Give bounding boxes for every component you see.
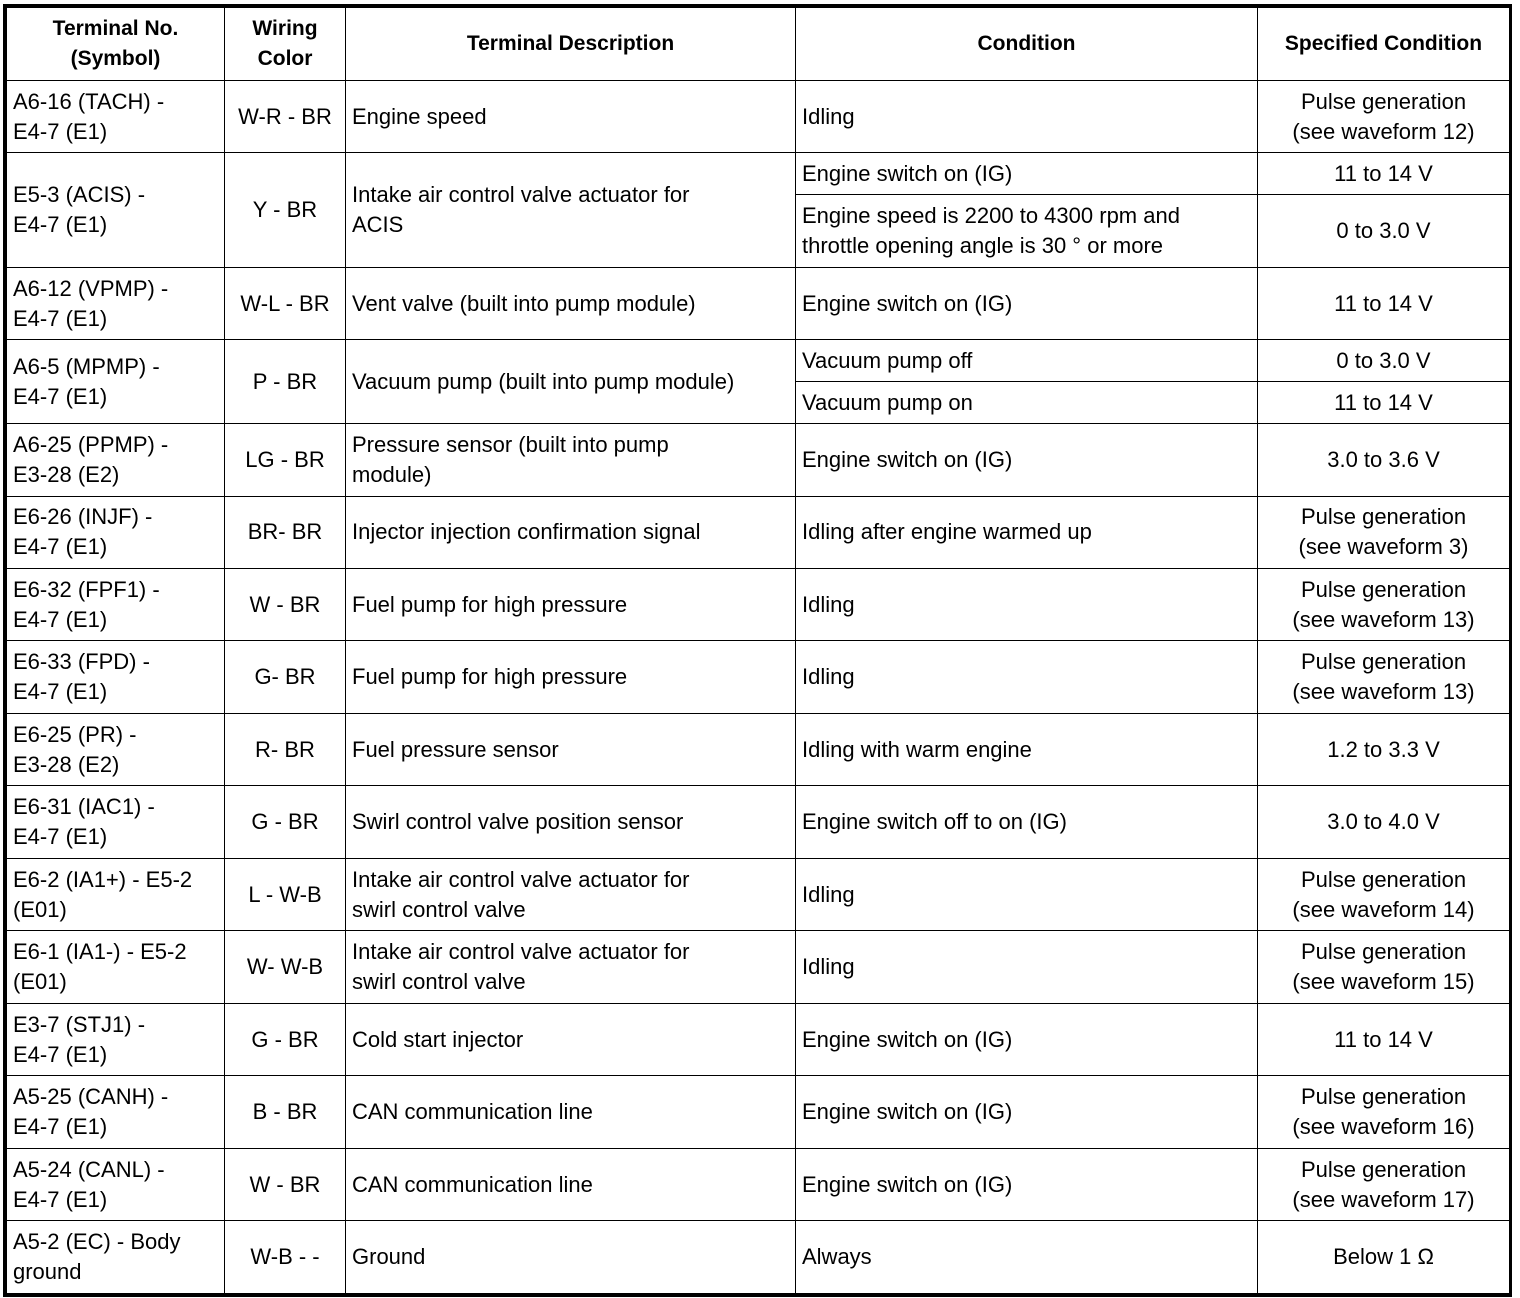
description-cell: Pressure sensor (built into pump module) — [346, 424, 796, 496]
specified-cell: 11 to 14 V — [1258, 382, 1510, 424]
terminal-cell: E5-3 (ACIS) - E4-7 (E1) — [7, 153, 225, 267]
wiring-cell: G- BR — [225, 641, 346, 713]
specified-cell: 11 to 14 V — [1258, 1003, 1510, 1075]
condition-cell: Engine switch on (IG) — [796, 153, 1258, 195]
specified-cell: Pulse generation (see waveform 13) — [1258, 569, 1510, 641]
wiring-cell: G - BR — [225, 1003, 346, 1075]
table-row — [7, 858, 1510, 930]
wiring-cell: W - BR — [225, 569, 346, 641]
wiring-cell: W-R - BR — [225, 81, 346, 153]
wiring-cell: LG - BR — [225, 424, 346, 496]
description-cell: CAN communication line — [346, 1076, 796, 1148]
table-row — [7, 267, 1510, 339]
specified-cell: 3.0 to 4.0 V — [1258, 786, 1510, 858]
table-row — [7, 1003, 1510, 1075]
table-header — [7, 8, 1510, 81]
condition-cell: Engine switch off to on (IG) — [796, 786, 1258, 858]
header-row — [7, 8, 1510, 81]
terminal-cell: E6-33 (FPD) - E4-7 (E1) — [7, 641, 225, 713]
terminal-cell: E6-31 (IAC1) - E4-7 (E1) — [7, 786, 225, 858]
condition-cell: Engine switch on (IG) — [796, 1148, 1258, 1220]
table-body — [7, 81, 1510, 1294]
description-cell: Intake air control valve actuator for ACIS — [346, 153, 796, 267]
description-cell: Intake air control valve actuator for swirl control valve — [346, 858, 796, 930]
condition-cell: Idling — [796, 569, 1258, 641]
condition-cell: Idling — [796, 858, 1258, 930]
terminal-cell: A5-25 (CANH) - E4-7 (E1) — [7, 1076, 225, 1148]
table-row — [7, 340, 1510, 382]
table-row — [7, 1076, 1510, 1148]
terminal-cell: E6-32 (FPF1) - E4-7 (E1) — [7, 569, 225, 641]
terminal-cell: A6-12 (VPMP) - E4-7 (E1) — [7, 267, 225, 339]
terminal-cell: E3-7 (STJ1) - E4-7 (E1) — [7, 1003, 225, 1075]
specified-cell: 0 to 3.0 V — [1258, 195, 1510, 267]
terminal-cell: A5-2 (EC) - Body ground — [7, 1221, 225, 1294]
specified-cell: 0 to 3.0 V — [1258, 340, 1510, 382]
terminal-cell: A6-5 (MPMP) - E4-7 (E1) — [7, 340, 225, 424]
specified-cell: 1.2 to 3.3 V — [1258, 713, 1510, 785]
table-row — [7, 424, 1510, 496]
condition-cell: Idling with warm engine — [796, 713, 1258, 785]
header-specified: Specified Condition — [1258, 8, 1510, 81]
header-condition: Condition — [796, 8, 1258, 81]
table-row — [7, 713, 1510, 785]
condition-cell: Engine switch on (IG) — [796, 267, 1258, 339]
table-row — [7, 786, 1510, 858]
terminal-cell: E6-2 (IA1+) - E5-2 (E01) — [7, 858, 225, 930]
table-row — [7, 153, 1510, 195]
terminal-cell: A5-24 (CANL) - E4-7 (E1) — [7, 1148, 225, 1220]
description-cell: Fuel pump for high pressure — [346, 641, 796, 713]
description-cell: Vent valve (built into pump module) — [346, 267, 796, 339]
table-row — [7, 931, 1510, 1003]
condition-cell: Vacuum pump on — [796, 382, 1258, 424]
wiring-cell: L - W-B — [225, 858, 346, 930]
condition-cell: Vacuum pump off — [796, 340, 1258, 382]
description-cell: Engine speed — [346, 81, 796, 153]
terminal-cell: E6-25 (PR) - E3-28 (E2) — [7, 713, 225, 785]
description-cell: Swirl control valve position sensor — [346, 786, 796, 858]
condition-cell: Engine switch on (IG) — [796, 424, 1258, 496]
description-cell: Injector injection confirmation signal — [346, 496, 796, 568]
wiring-cell: B - BR — [225, 1076, 346, 1148]
terminal-cell: E6-1 (IA1-) - E5-2 (E01) — [7, 931, 225, 1003]
header-description: Terminal Description — [346, 8, 796, 81]
condition-cell: Idling after engine warmed up — [796, 496, 1258, 568]
wiring-cell: W-L - BR — [225, 267, 346, 339]
description-cell: Fuel pump for high pressure — [346, 569, 796, 641]
terminal-cell: A6-25 (PPMP) - E3-28 (E2) — [7, 424, 225, 496]
table-row — [7, 569, 1510, 641]
specified-cell: Pulse generation (see waveform 13) — [1258, 641, 1510, 713]
terminal-table — [6, 7, 1510, 1294]
specified-cell: Pulse generation (see waveform 15) — [1258, 931, 1510, 1003]
condition-cell: Idling — [796, 81, 1258, 153]
terminal-cell: E6-26 (INJF) - E4-7 (E1) — [7, 496, 225, 568]
description-cell: Intake air control valve actuator for swirl control valve — [346, 931, 796, 1003]
wiring-cell: W- W-B — [225, 931, 346, 1003]
wiring-cell: Y - BR — [225, 153, 346, 267]
wiring-cell: BR- BR — [225, 496, 346, 568]
description-cell: Fuel pressure sensor — [346, 713, 796, 785]
description-cell: Ground — [346, 1221, 796, 1294]
description-cell: Vacuum pump (built into pump module) — [346, 340, 796, 424]
table-row — [7, 81, 1510, 153]
condition-cell: Always — [796, 1221, 1258, 1294]
wiring-cell: W-B - - — [225, 1221, 346, 1294]
specified-cell: Pulse generation (see waveform 16) — [1258, 1076, 1510, 1148]
wiring-cell: R- BR — [225, 713, 346, 785]
table-row — [7, 1221, 1510, 1294]
wiring-cell: G - BR — [225, 786, 346, 858]
specified-cell: 3.0 to 3.6 V — [1258, 424, 1510, 496]
description-cell: CAN communication line — [346, 1148, 796, 1220]
header-wiring: Wiring Color — [225, 8, 346, 81]
specified-cell: Below 1 Ω — [1258, 1221, 1510, 1294]
specified-cell: Pulse generation (see waveform 3) — [1258, 496, 1510, 568]
condition-cell: Engine switch on (IG) — [796, 1003, 1258, 1075]
condition-cell: Engine speed is 2200 to 4300 rpm and throttle opening angle is 30 ° or more — [796, 195, 1258, 267]
description-cell: Cold start injector — [346, 1003, 796, 1075]
terminal-cell: A6-16 (TACH) - E4-7 (E1) — [7, 81, 225, 153]
condition-cell: Engine switch on (IG) — [796, 1076, 1258, 1148]
condition-cell: Idling — [796, 641, 1258, 713]
table-row — [7, 496, 1510, 568]
table-row — [7, 641, 1510, 713]
wiring-cell: W - BR — [225, 1148, 346, 1220]
header-terminal: Terminal No. (Symbol) — [7, 8, 225, 81]
specified-cell: Pulse generation (see waveform 17) — [1258, 1148, 1510, 1220]
table-row — [7, 1148, 1510, 1220]
table-frame — [3, 4, 1512, 1297]
wiring-cell: P - BR — [225, 340, 346, 424]
specified-cell: Pulse generation (see waveform 12) — [1258, 81, 1510, 153]
specified-cell: 11 to 14 V — [1258, 267, 1510, 339]
specified-cell: 11 to 14 V — [1258, 153, 1510, 195]
condition-cell: Idling — [796, 931, 1258, 1003]
specified-cell: Pulse generation (see waveform 14) — [1258, 858, 1510, 930]
